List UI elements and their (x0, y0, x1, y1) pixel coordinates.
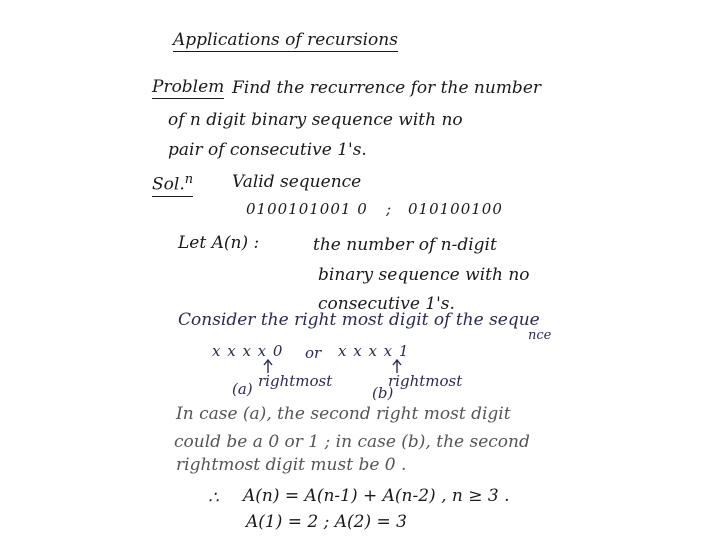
definition-line-1: the number of n-digit (313, 235, 497, 255)
consider-continuation: nce (528, 328, 552, 343)
definition-line-2: binary sequence with no (318, 265, 530, 285)
example-sequence-1: 0100101001 0 (246, 200, 368, 218)
problem-label: Problem (152, 77, 225, 97)
page-title: Applications of recursions (173, 30, 398, 50)
case-a-pointer-label: rightmost (258, 372, 333, 390)
solution-label-text: Sol. (152, 174, 185, 195)
initial-conditions: A(1) = 2 ; A(2) = 3 (246, 512, 407, 532)
example-sequence-2: 010100100 (408, 200, 503, 218)
recurrence-equation: A(n) = A(n-1) + A(n-2) , n ≥ 3 . (243, 486, 510, 506)
valid-sequence-heading: Valid sequence (232, 172, 362, 192)
problem-line-2: of n digit binary sequence with no (168, 110, 463, 130)
case-a-pattern: x x x x 0 (212, 342, 284, 360)
case-b-pattern: x x x x 1 (338, 342, 410, 360)
cases-or: or (305, 344, 322, 362)
problem-line-3: pair of consecutive 1's. (168, 140, 367, 160)
case-b-label: (b) (372, 384, 394, 402)
explanation-line-2: could be a 0 or 1 ; in case (b), the second (174, 432, 530, 452)
example-separator: ; (386, 200, 392, 218)
explanation-line-3: rightmost digit must be 0 . (176, 455, 407, 475)
case-a-label: (a) (232, 380, 253, 398)
solution-label (152, 172, 193, 197)
definition-lead: Let A(n) : (178, 233, 260, 253)
definition-line-3: consecutive 1's. (318, 294, 455, 314)
explanation-line-1: In case (a), the second right most digit (176, 404, 511, 424)
consider-line: Consider the right most digit of the seque (178, 310, 540, 330)
solution-label-superscript: n (184, 172, 194, 187)
problem-line-1: Find the recurrence for the number (232, 78, 542, 98)
therefore-symbol: ∴ (208, 488, 219, 508)
case-b-pointer-label: rightmost (388, 372, 463, 390)
